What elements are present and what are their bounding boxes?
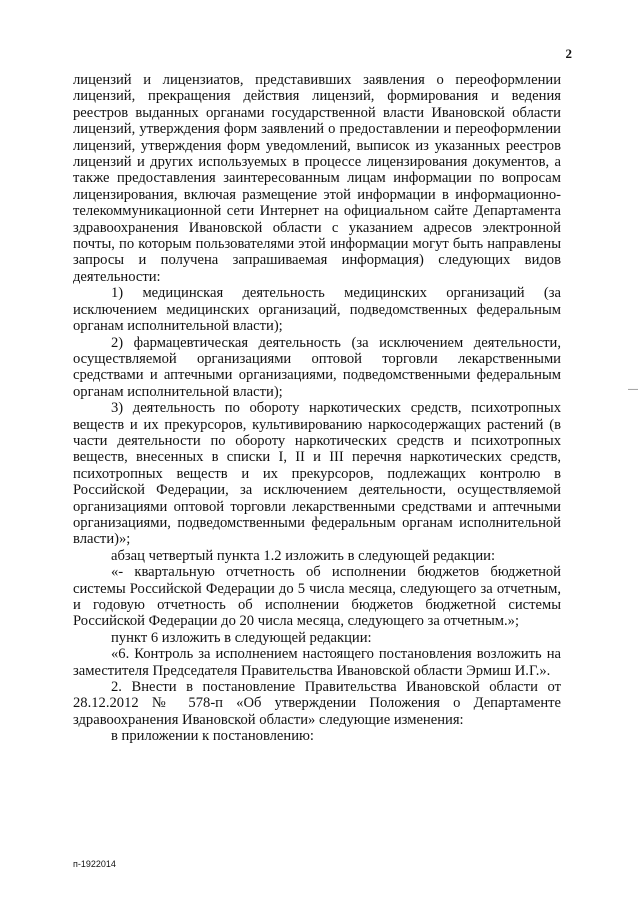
- paragraph-abzac-4: абзац четвертый пункта 1.2 изложить в следующей редакции:: [111, 547, 496, 564]
- paragraph-item-2: 2) фармацевтическая деятельность (за исключением деятельности, осуществляемой организациями оптовой торговли лекарственными средствами и аптечными организациями, подведомственными федеральным органам исполнительной власти);: [73, 334, 561, 400]
- paragraph-point-6: пункт 6 изложить в следующей редакции:: [111, 629, 372, 646]
- paragraph-item-1: 1) медицинская деятельность медицинских организаций (за исключением медицинских организаций, подведомственных федеральным органам исполнительной власти);: [73, 285, 561, 335]
- page-number: 2: [565, 46, 572, 61]
- document-body: [73, 72, 561, 745]
- paragraph-item-3: 3) деятельность по обороту наркотических средств, психотропных веществ и их прекурсоров, культивированию наркосодержащих растений (в части деятельности по обороту наркотических средств и психотропных веществ, внесенных в списки I, II и III перечня наркотических средств, психотропных веществ и их прекурсоров, подлежащих контролю в Российской Федерации, за исключением деятельности, осуществляемой организациями оптовой торговли лекарственными средствами и аптечными организациями, подведомственными федеральным органам исполнительной власти)»;: [73, 400, 561, 548]
- paragraph-quarterly-report: «- квартальную отчетность об исполнении бюджетов бюджетной системы Российской Федерации до 5 числа месяца, следующего за отчетным, и годовую отчетность об исполнении бюджетов бюджетной системы Российской Федерации до 20 числа месяца, следующего за отчетным.»;: [73, 564, 561, 630]
- paragraph-appendix: в приложении к постановлению:: [111, 728, 314, 745]
- document-code: п-1922014: [73, 859, 116, 869]
- paragraph-section-2: 2. Внести в постановление Правительства Ивановской области от 28.12.2012 № 578-п «Об утверждении Положения о Департаменте здравоохранения Ивановской области» следующие изменения:: [73, 679, 561, 728]
- paragraph-control: «6. Контроль за исполнением настоящего постановления возложить на заместителя Председателя Правительства Ивановской области Эрмиш И.Г.».: [73, 646, 561, 679]
- margin-mark: —: [628, 384, 638, 395]
- paragraph-continuation: лицензий и лицензиатов, представивших заявления о переоформлении лицензий, прекращения действия лицензий, формирования и ведения реестров выданных органами государственной власти Ивановской области лицензий, утверждения форм заявлений о предоставлении и переоформлении лицензий, утверждения форм уведомлений, выписок из указанных реестров лицензий и других используемых в процессе лицензирования документов, а также предоставления заинтересованным лицам информации по вопросам лицензирования, включая размещение этой информации в информационно-телекоммуникационной сети Интернет на официальном сайте Департамента здравоохранения Ивановской области с указанием адресов электронной почты, по которым пользователями этой информации могут быть направлены запросы и получена запрашиваемая информация) следующих видов деятельности:: [73, 72, 561, 285]
